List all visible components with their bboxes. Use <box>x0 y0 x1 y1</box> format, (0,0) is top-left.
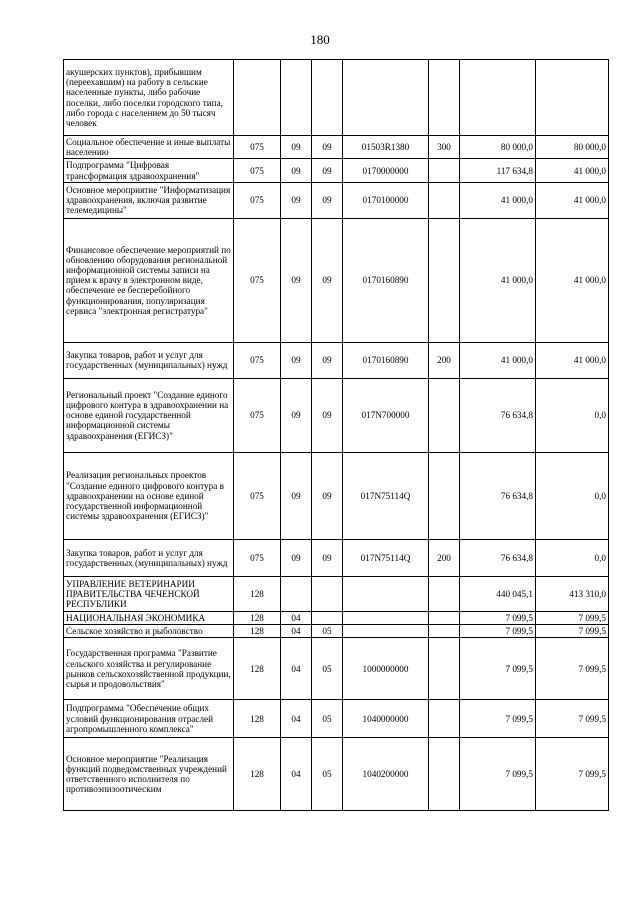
item-name: Социальное обеспечение и иные выплаты населению <box>64 136 234 159</box>
subsection-code: 05 <box>312 638 343 700</box>
item-name: Реализация региональных проектов "Создание единого цифрового контура в здравоохранении на основе единой государственной информационной системы здравоохранения (ЕГИСЗ)" <box>64 452 234 539</box>
item-name: НАЦИОНАЛЬНАЯ ЭКОНОМИКА <box>64 611 234 624</box>
target-article-code <box>343 576 429 611</box>
amount-first: 41 000,0 <box>460 182 536 218</box>
ved-code: 075 <box>234 182 281 218</box>
amount-first: 80 000,0 <box>460 136 536 159</box>
target-article-code: 1040000000 <box>343 700 429 738</box>
subsection-code <box>312 60 343 136</box>
ved-code: 128 <box>234 738 281 811</box>
amount-first: 7 099,5 <box>460 611 536 624</box>
ved-code: 128 <box>234 625 281 638</box>
subsection-code: 09 <box>312 539 343 576</box>
target-article-code: 017N700000 <box>343 378 429 452</box>
amount-second: 7 099,5 <box>536 700 609 738</box>
section-code: 04 <box>281 738 312 811</box>
target-article-code: 017N75114Q <box>343 539 429 576</box>
amount-second: 0,0 <box>536 539 609 576</box>
ved-code: 075 <box>234 539 281 576</box>
amount-first: 41 000,0 <box>460 218 536 342</box>
section-code: 09 <box>281 182 312 218</box>
table-row <box>64 576 609 611</box>
table-row <box>64 136 609 159</box>
expense-type-code: 200 <box>429 539 460 576</box>
subsection-code: 05 <box>312 625 343 638</box>
expense-type-code: 300 <box>429 136 460 159</box>
amount-first: 7 099,5 <box>460 738 536 811</box>
table-row <box>64 611 609 624</box>
section-code: 09 <box>281 342 312 378</box>
item-name: Региональный проект "Создание единого цифрового контура в здравоохранении на основе единой государственной информационной системы здравоохранения (ЕГИСЗ)" <box>64 378 234 452</box>
ved-code: 075 <box>234 452 281 539</box>
table-row <box>64 342 609 378</box>
expense-type-code <box>429 452 460 539</box>
table-row <box>64 218 609 342</box>
table-row <box>64 182 609 218</box>
amount-first: 117 634,8 <box>460 159 536 182</box>
expense-type-code: 200 <box>429 342 460 378</box>
table-row <box>64 159 609 182</box>
budget-table <box>63 59 609 811</box>
amount-first: 76 634,8 <box>460 452 536 539</box>
target-article-code <box>343 625 429 638</box>
target-article-code <box>343 60 429 136</box>
amount-second: 7 099,5 <box>536 611 609 624</box>
subsection-code: 09 <box>312 218 343 342</box>
amount-first: 41 000,0 <box>460 342 536 378</box>
section-code: 09 <box>281 539 312 576</box>
amount-second: 7 099,5 <box>536 625 609 638</box>
ved-code: 075 <box>234 378 281 452</box>
expense-type-code <box>429 611 460 624</box>
amount-second: 41 000,0 <box>536 218 609 342</box>
ved-code <box>234 60 281 136</box>
ved-code: 128 <box>234 611 281 624</box>
table-row <box>64 738 609 811</box>
section-code: 04 <box>281 700 312 738</box>
amount-second: 80 000,0 <box>536 136 609 159</box>
section-code: 09 <box>281 452 312 539</box>
amount-first: 7 099,5 <box>460 638 536 700</box>
amount-second: 41 000,0 <box>536 342 609 378</box>
section-code: 04 <box>281 638 312 700</box>
amount-first: 7 099,5 <box>460 700 536 738</box>
subsection-code <box>312 611 343 624</box>
item-name: Закупка товаров, работ и услуг для государственных (муниципальных) нужд <box>64 539 234 576</box>
section-code <box>281 576 312 611</box>
subsection-code: 09 <box>312 342 343 378</box>
amount-first: 440 045,1 <box>460 576 536 611</box>
amount-second: 413 310,0 <box>536 576 609 611</box>
amount-first <box>460 60 536 136</box>
amount-first: 76 634,8 <box>460 539 536 576</box>
target-article-code <box>343 611 429 624</box>
subsection-code: 09 <box>312 136 343 159</box>
subsection-code: 09 <box>312 378 343 452</box>
ved-code: 075 <box>234 342 281 378</box>
page-number: 180 <box>310 32 330 47</box>
item-name: УПРАВЛЕНИЕ ВЕТЕРИНАРИИ ПРАВИТЕЛЬСТВА ЧЕЧЕНСКОЙ РЕСПУБЛИКИ <box>64 576 234 611</box>
table-row <box>64 638 609 700</box>
target-article-code: 0170000000 <box>343 159 429 182</box>
ved-code: 075 <box>234 218 281 342</box>
expense-type-code <box>429 625 460 638</box>
section-code: 09 <box>281 378 312 452</box>
section-code: 04 <box>281 611 312 624</box>
section-code: 09 <box>281 159 312 182</box>
subsection-code: 05 <box>312 738 343 811</box>
subsection-code <box>312 576 343 611</box>
item-name: Финансовое обеспечение мероприятий по обновлению оборудования региональной информационной системы записи на прием к врачу в электронном виде, обеспечение ее бесперебойного функционирования, популяризация сервиса "электронная регистратура" <box>64 218 234 342</box>
ved-code: 075 <box>234 159 281 182</box>
item-name: Основное мероприятие "Информатизация здравоохранения, включая развитие телемедицины" <box>64 182 234 218</box>
item-name: Основное мероприятие "Реализация функций подведомственных учреждений ответственного исполнителя по противоэпизоотическим <box>64 738 234 811</box>
amount-second <box>536 60 609 136</box>
target-article-code: 0170100000 <box>343 182 429 218</box>
target-article-code: 1040200000 <box>343 738 429 811</box>
item-name: Сельское хозяйство и рыболовство <box>64 625 234 638</box>
amount-second: 0,0 <box>536 452 609 539</box>
ved-code: 128 <box>234 700 281 738</box>
amount-second: 7 099,5 <box>536 738 609 811</box>
item-name: Государственная программа "Развитие сельского хозяйства и регулирование рынков сельскохозяйственной продукции, сырья и продовольствия" <box>64 638 234 700</box>
target-article-code: 0170160890 <box>343 218 429 342</box>
amount-second: 7 099,5 <box>536 638 609 700</box>
section-code: 04 <box>281 625 312 638</box>
section-code <box>281 60 312 136</box>
ved-code: 128 <box>234 638 281 700</box>
table-row <box>64 539 609 576</box>
target-article-code: 01503R1380 <box>343 136 429 159</box>
expense-type-code <box>429 738 460 811</box>
target-article-code: 1000000000 <box>343 638 429 700</box>
item-name: Закупка товаров, работ и услуг для государственных (муниципальных) нужд <box>64 342 234 378</box>
subsection-code: 09 <box>312 159 343 182</box>
subsection-code: 09 <box>312 452 343 539</box>
expense-type-code <box>429 182 460 218</box>
table-row <box>64 625 609 638</box>
table-row <box>64 452 609 539</box>
subsection-code: 09 <box>312 182 343 218</box>
subsection-code: 05 <box>312 700 343 738</box>
amount-second: 0,0 <box>536 378 609 452</box>
amount-second: 41 000,0 <box>536 182 609 218</box>
item-name: Подпрограмма "Обеспечение общих условий функционирования отраслей агропромышленного комплекса" <box>64 700 234 738</box>
expense-type-code <box>429 638 460 700</box>
expense-type-code <box>429 159 460 182</box>
expense-type-code <box>429 700 460 738</box>
target-article-code: 0170160890 <box>343 342 429 378</box>
item-name: Подпрограмма "Цифровая трансформация здравоохранения" <box>64 159 234 182</box>
amount-first: 76 634,8 <box>460 378 536 452</box>
amount-first: 7 099,5 <box>460 625 536 638</box>
table-row <box>64 60 609 136</box>
ved-code: 075 <box>234 136 281 159</box>
table-row <box>64 700 609 738</box>
expense-type-code <box>429 378 460 452</box>
section-code: 09 <box>281 136 312 159</box>
amount-second: 41 000,0 <box>536 159 609 182</box>
section-code: 09 <box>281 218 312 342</box>
target-article-code: 017N75114Q <box>343 452 429 539</box>
expense-type-code <box>429 576 460 611</box>
ved-code: 128 <box>234 576 281 611</box>
table-row <box>64 378 609 452</box>
expense-type-code <box>429 218 460 342</box>
item-name: акушерских пунктов), прибывшим (переехавшим) на работу в сельские населенные пункты, либо рабочие поселки, либо поселки городского типа, либо города с населением до 50 тысяч человек <box>64 60 234 136</box>
expense-type-code <box>429 60 460 136</box>
